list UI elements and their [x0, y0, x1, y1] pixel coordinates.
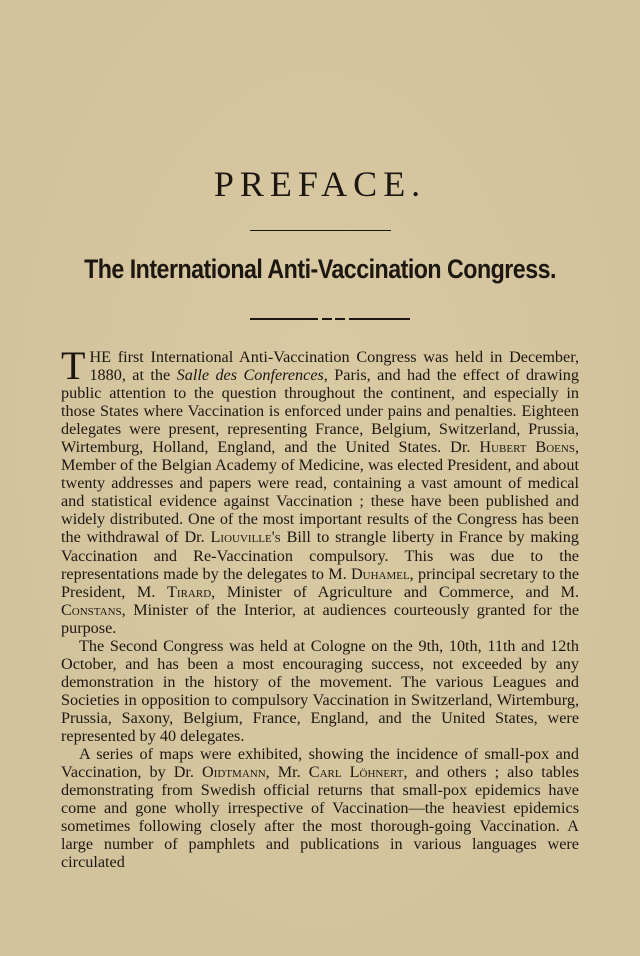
paragraph-second: The Second Congress was held at Cologne on the 9th, 10th, 11th and 12th October, and has been a most encouraging success, not exceeded by any demonstration in the history of the movement. The various Leagues and Societies in opposition to compulsory Vaccination in Switzerland, Wirtemburg, Prussia, Saxony, Belgium, France, England, and the United States, were represented by 40 delegates.: [61, 636, 579, 745]
text-run: Member of the Belgian Academy of Medicine, was elected President, and about twenty addresses and papers were read, containing a vast amount of medical and statistical evidence against Vaccination ; these have been published and widely distributed. One of the most important results of the Congress has been the withdrawal of Dr.: [61, 456, 579, 547]
subtitle-divider: [250, 318, 410, 320]
person-name: Liouville's: [210, 528, 281, 547]
paragraph-third: [61, 745, 579, 871]
page-title: PREFACE.: [213, 164, 427, 204]
text-run: principal secretary to the President, M.: [61, 564, 580, 601]
drop-cap: T: [61, 343, 86, 388]
text-run: A series of maps were exhibited, showing the incidence of small-pox and Vaccination, by Dr.: [61, 745, 579, 782]
person-name: Duhamel,: [350, 564, 414, 583]
text-run: and others ; also tables demonstrating from Swedish official returns that small-pox epidemics have come and gone wholly irrespective of Vaccination—the heaviest epidemics sometimes following closely after the most thorough-going Vaccination. A large number of pamphlets and publications in various languages were circulated: [61, 763, 580, 872]
text-run: Mr.: [269, 763, 309, 782]
text-run: Minister of the Interior, at audiences courteously granted for the purpose.: [61, 600, 579, 637]
text-run: Paris, and had the effect of drawing public attention to the question throughout the continent, and especially in those States where Vaccination is enforced under pains and penalties. Eighteen delegates were present, representing France, Belgium, Switzerland, Prussia, Wirtemburg, Holland, England, and the United States. Dr.: [61, 366, 579, 457]
section-subtitle: The International Anti-Vaccination Congress.: [84, 254, 556, 284]
text-run: HE first International Anti-Vaccination Congress was held in December, 1880, at the: [89, 348, 579, 385]
person-name: Constans,: [61, 600, 126, 619]
person-name: Tirard,: [167, 582, 216, 601]
person-name: Carl Löhnert,: [308, 763, 408, 782]
preface-body: [61, 343, 580, 872]
person-name: Hubert Boens,: [479, 438, 580, 457]
text-run: Minister of Agriculture and Commerce, and M.: [215, 582, 580, 601]
venue-name: Salle des Conferences,: [176, 366, 328, 385]
text-run: Bill to strangle liberty in France by making Vaccination and Re-Vaccination compulsory. This was due to the representations made by the delegates to M.: [61, 528, 579, 583]
person-name: Oidtmann,: [202, 763, 270, 782]
paragraph-first: [61, 343, 580, 637]
title-divider: [250, 230, 391, 231]
